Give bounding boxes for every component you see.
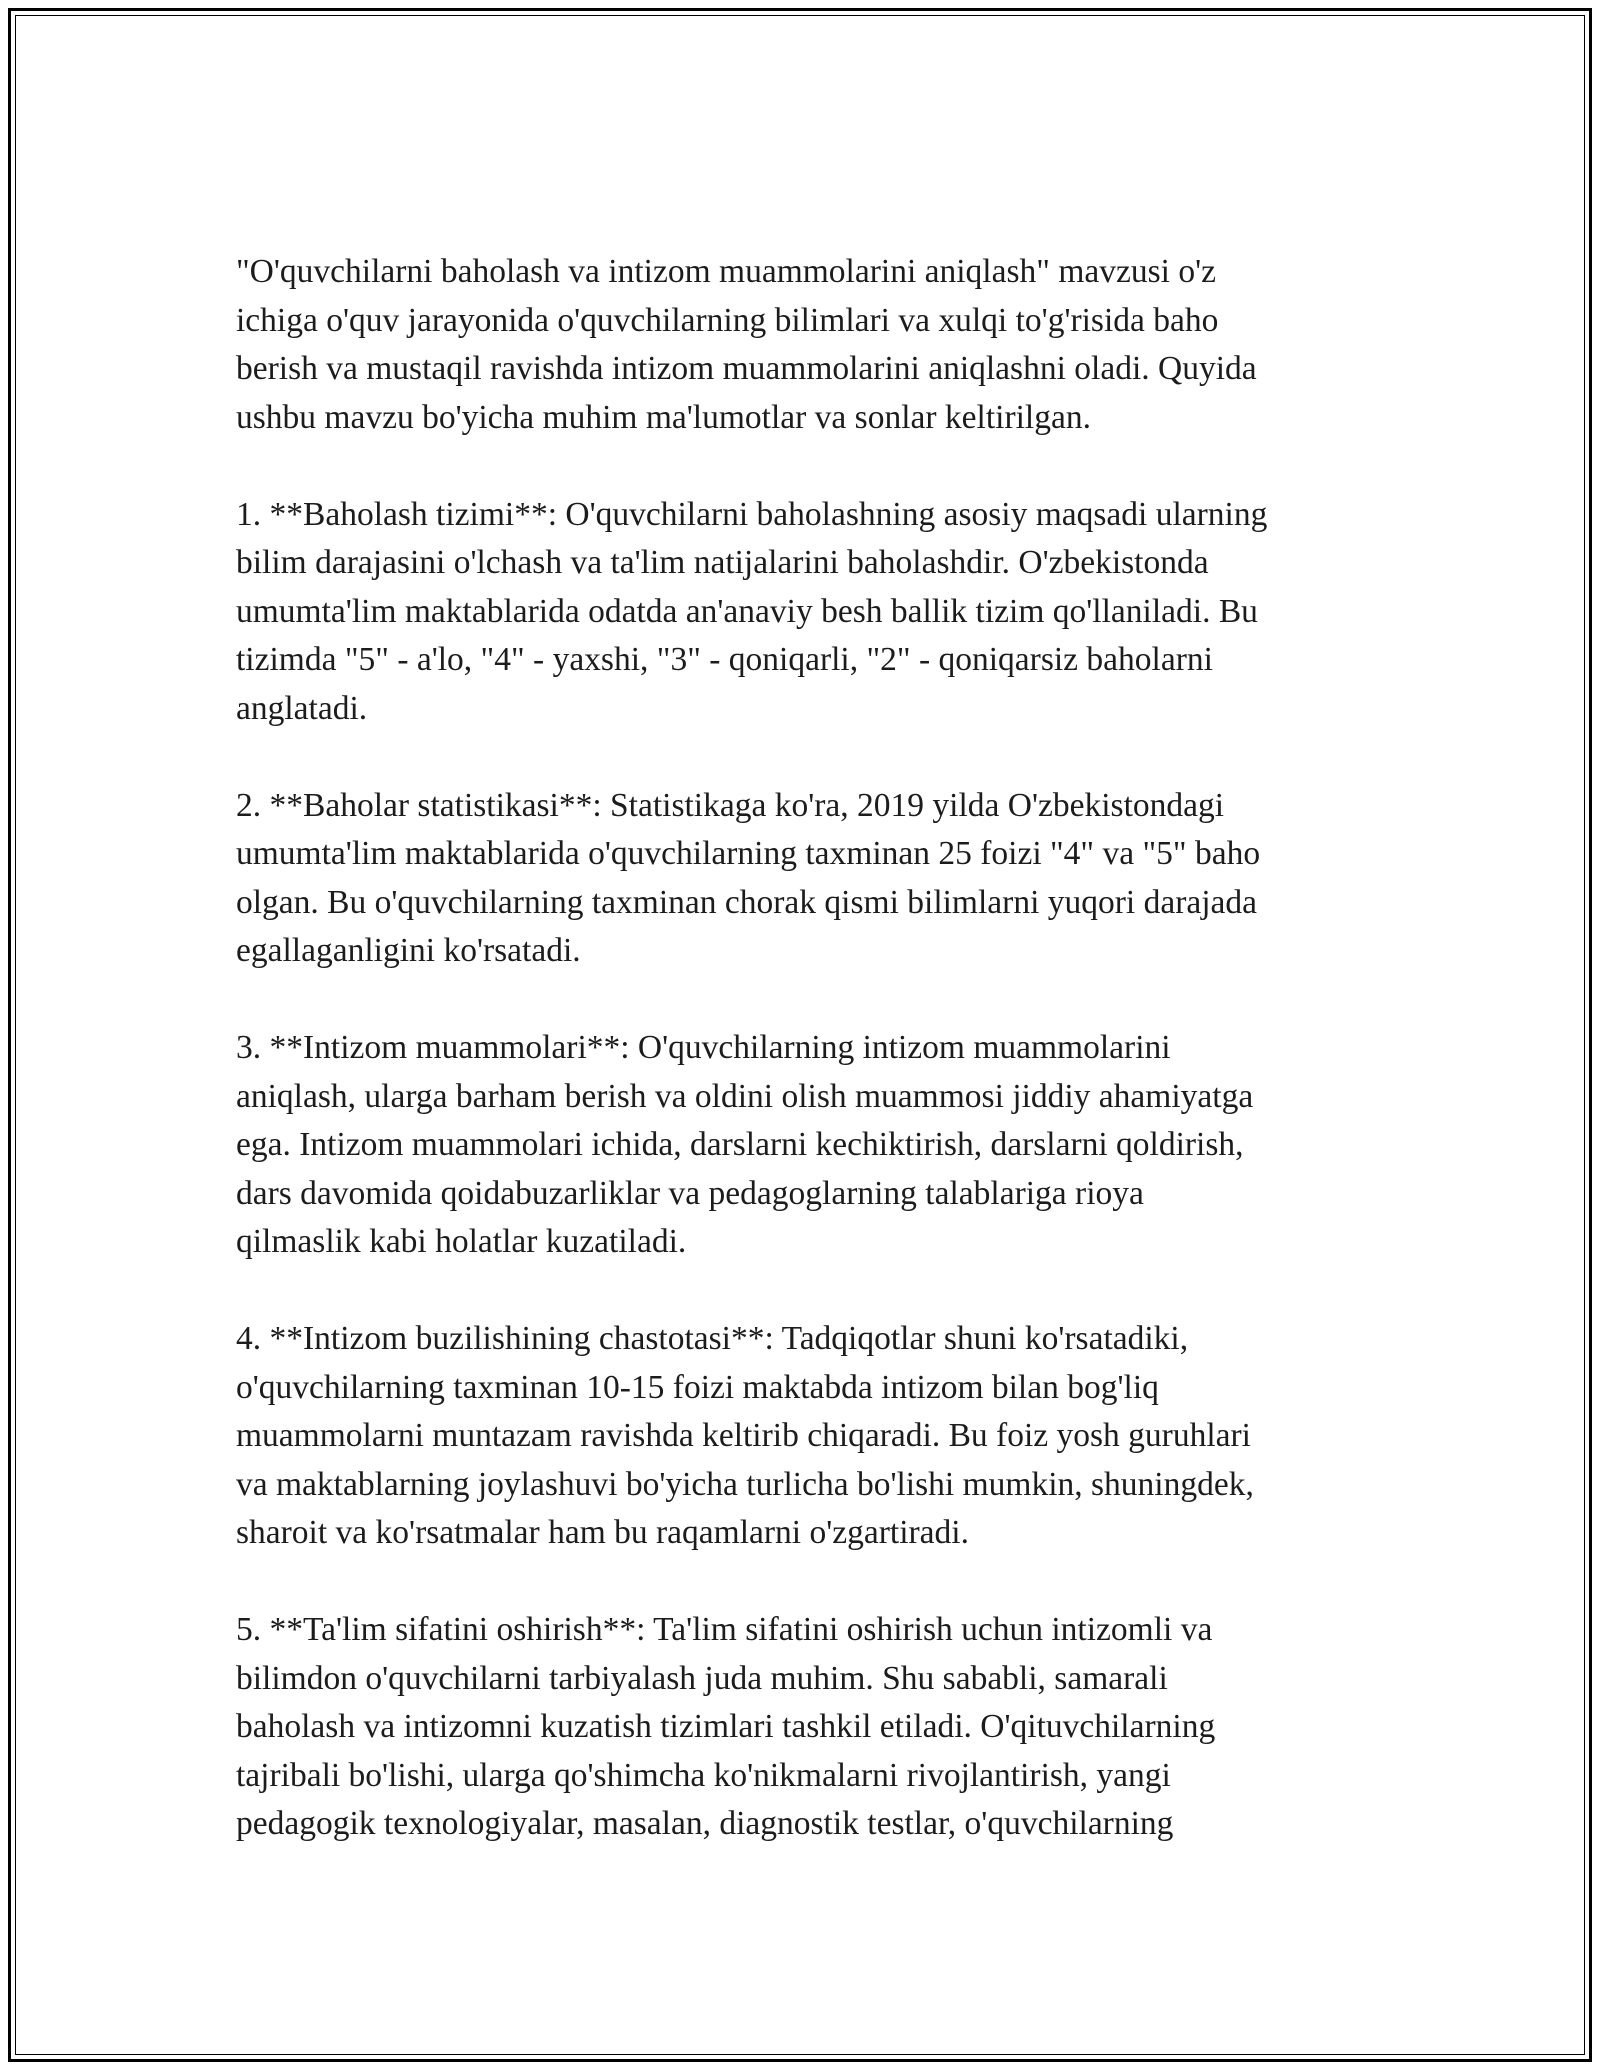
list-item-baholar-statistikasi: 2. **Baholar statistikasi**: Statistikaga ko'ra, 2019 yilda O'zbekistondagi umumta'lim maktablarida o'quvchilarning taxminan 25 foizi "4" va "5" baho olgan. Bu o'quvchilarning taxminan chorak qismi bilimlarni yuqori darajada egallaganligini ko'rsatadi. bbox=[236, 786, 1261, 969]
intro-paragraph: "O'quvchilarni baholash va intizom muammolarini aniqlash" mavzusi o'z ichiga o'quv jarayonida o'quvchilarning bilimlari va xulqi to'g'risida baho berish va mustaqil ravishda intizom muammolarini aniqlashni oladi. Quyida ushbu mavzu bo'yicha muhim ma'lumotlar va sonlar keltirilgan. bbox=[236, 253, 1257, 436]
list-item-intizom-buzilishi-chastotasi: 4. **Intizom buzilishining chastotasi**: Tadqiqotlar shuni ko'rsatadiki, o'quvchilarning taxminan 10-15 foizi maktabda intizom bilan bog'liq muammolarni muntazam ravishda keltirib chiqaradi. Bu foiz yosh guruhlari va maktablarning joylashuvi bo'yicha turlicha bo'lishi mumkin, shuningdek, sharoit va ko'rsatmalar ham bu raqamlarni o'zgartiradi. bbox=[236, 1320, 1254, 1551]
list-item-intizom-muammolari: 3. **Intizom muammolari**: O'quvchilarning intizom muammolarini aniqlash, ularga barham berish va oldini olish muammosi jiddiy ahamiyatga ega. Intizom muammolari ichida, darslarni kechiktirish, darslarni qoldirish, dars davomida qoidabuzarliklar va pedagoglarning talablariga rioya qilmaslik kabi holatlar kuzatiladi. bbox=[236, 1029, 1254, 1260]
document-body bbox=[236, 248, 1386, 1897]
list-item-baholash-tizimi: 1. **Baholash tizimi**: O'quvchilarni baholashning asosiy maqsadi ularning bilim darajasini o'lchash va ta'lim natijalarini baholashdir. O'zbekistonda umumta'lim maktablarida odatda an'anaviy besh ballik tizim qo'llaniladi. Bu tizimda "5" - a'lo, "4" - yaxshi, "3" - qoniqarli, "2" - qoniqarsiz baholarni anglatadi. bbox=[236, 495, 1268, 727]
list-item-talim-sifatini-oshirish: 5. **Ta'lim sifatini oshirish**: Ta'lim sifatini oshirish uchun intizomli va bilimdon o'quvchilarni tarbiyalash juda muhim. Shu sababli, samarali baholash va intizomni kuzatish tizimlari tashkil etiladi. O'qituvchilarning tajribali bo'lishi, ularga qo'shimcha ko'nikmalarni rivojlantirish, yangi pedagogik texnologiyalar, masalan, diagnostik testlar, o'quvchilarning bbox=[236, 1611, 1216, 1842]
